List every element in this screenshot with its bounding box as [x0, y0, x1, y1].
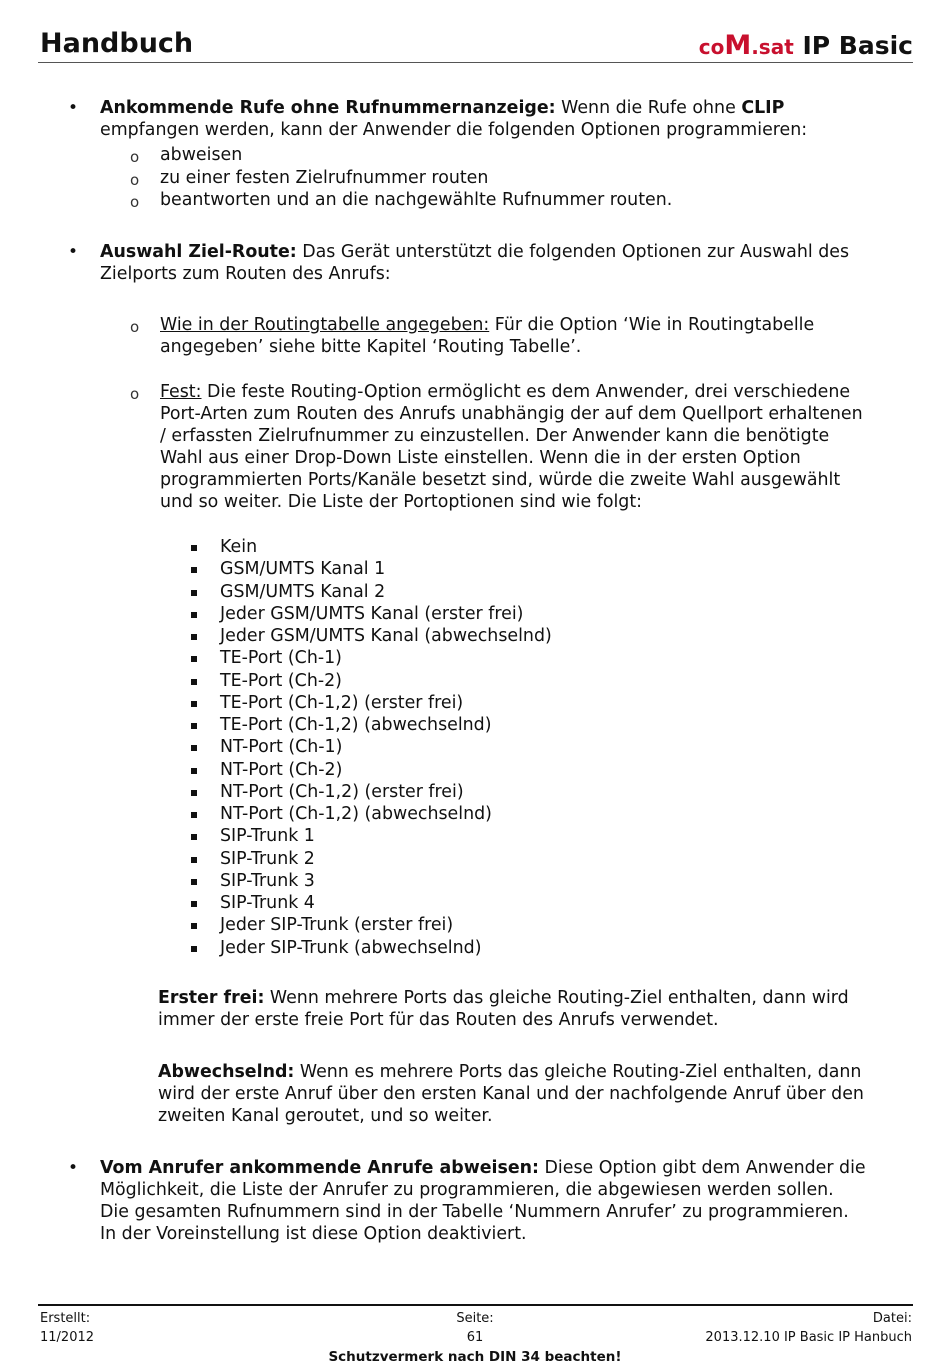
port-option-item: NT-Port (Ch-1,2) (erster frei) — [220, 781, 464, 802]
square-bullet-icon — [191, 612, 197, 618]
section2-option1-line2: angegeben’ siehe bitte Kapitel ‘Routing Tabelle’. — [160, 337, 582, 357]
section2-option2-line: und so weiter. Die Liste der Portoptionen sind wie folgt: — [160, 492, 643, 512]
section3-line: Möglichkeit, die Liste der Anrufer zu programmieren, die abgewiesen werden sollen. — [100, 1180, 834, 1200]
port-option-item: NT-Port (Ch-1) — [220, 737, 343, 758]
section1-text: Wenn die Rufe ohne — [555, 98, 742, 118]
option-routingtabelle-label: Wie in der Routingtabelle angegeben: — [160, 315, 490, 335]
sub-bullet: o — [130, 193, 140, 211]
sub-bullet: o — [130, 385, 140, 403]
section2-line1 — [100, 241, 849, 263]
document-title: Handbuch — [40, 28, 194, 59]
port-option-item: SIP-Trunk 3 — [220, 870, 315, 891]
sub-bullet: o — [130, 318, 140, 336]
port-option-item: TE-Port (Ch-1) — [220, 648, 342, 669]
abwechselnd-line3: zweiten Kanal geroutet, und so weiter. — [158, 1106, 493, 1126]
section2-line2: Zielports zum Routen des Anrufs: — [100, 264, 391, 284]
option-fest-label: Fest: — [160, 382, 202, 402]
section1-line1 — [100, 97, 784, 119]
section3-heading: Vom Anrufer ankommende Anrufe abweisen: — [100, 1158, 539, 1178]
option-fest-text: Die feste Routing-Option ermöglicht es dem Anwender, drei verschiedene — [201, 382, 851, 402]
port-option-item: TE-Port (Ch-1,2) (erster frei) — [220, 692, 464, 713]
section3-line: Die gesamten Rufnummern sind in der Tabelle ‘Nummern Anrufer’ zu programmieren. — [100, 1202, 849, 1222]
port-option-item: SIP-Trunk 4 — [220, 893, 315, 913]
section3-text: Diese Option gibt dem Anwender die — [539, 1158, 866, 1178]
footer-created-label: Erstellt: — [40, 1311, 91, 1326]
abwechselnd-text: Wenn es mehrere Ports das gleiche Routing-Ziel enthalten, dann — [294, 1062, 862, 1082]
port-option-item: Jeder GSM/UMTS Kanal (erster frei) — [220, 603, 524, 624]
brand-product-name: IP Basic — [793, 31, 913, 60]
sub-bullet: o — [130, 171, 140, 189]
square-bullet-icon — [191, 634, 197, 640]
square-bullet-icon — [191, 590, 197, 596]
section2-heading: Auswahl Ziel-Route: — [100, 242, 297, 262]
abwechselnd-heading: Abwechselnd: — [158, 1062, 295, 1082]
footer-divider — [38, 1304, 913, 1306]
square-bullet-icon — [191, 879, 197, 885]
square-bullet-icon — [191, 857, 197, 863]
section2-option2-line: / erfassten Zielrufnummer zu einzustellen. Der Anwender kann die benötigte — [160, 426, 830, 446]
port-option-item: NT-Port (Ch-1,2) (abwechselnd) — [220, 804, 492, 824]
section2-option1-line1 — [160, 314, 814, 336]
square-bullet-icon — [191, 923, 197, 929]
section1-option-2: zu einer festen Zielrufnummer routen — [160, 168, 489, 188]
clip-term: CLIP — [741, 98, 785, 118]
square-bullet-icon — [191, 701, 197, 707]
erster-frei-heading: Erster frei: — [158, 988, 265, 1008]
square-bullet-icon — [191, 768, 197, 774]
bullet-dot: • — [68, 98, 79, 118]
port-option-item: Kein — [220, 537, 258, 557]
port-option-item: GSM/UMTS Kanal 1 — [220, 559, 386, 580]
section2-text: Das Gerät unterstützt die folgenden Optionen zur Auswahl des — [296, 242, 850, 262]
brand-logo — [699, 30, 913, 61]
section1-line2: empfangen werden, kann der Anwender die folgenden Optionen programmieren: — [100, 120, 808, 140]
section2-option2-line: Wahl aus einer Drop-Down Liste einstellen. Wenn die in der ersten Option — [160, 448, 801, 468]
port-option-item: Jeder SIP-Trunk (erster frei) — [220, 915, 454, 936]
square-bullet-icon — [191, 946, 197, 952]
page-header — [38, 28, 913, 63]
abwechselnd-line2: wird der erste Anruf über den ersten Kanal und der nachfolgende Anruf über den — [158, 1084, 864, 1104]
square-bullet-icon — [191, 812, 197, 818]
section3-line: In der Voreinstellung ist diese Option deaktiviert. — [100, 1224, 527, 1244]
section2-option2-line1 — [160, 381, 850, 403]
bullet-dot: • — [68, 242, 79, 262]
square-bullet-icon — [191, 679, 197, 685]
square-bullet-icon — [191, 545, 197, 551]
port-option-item: TE-Port (Ch-1,2) (abwechselnd) — [220, 715, 492, 735]
erster-frei-line1 — [158, 987, 849, 1009]
square-bullet-icon — [191, 656, 197, 662]
square-bullet-icon — [191, 745, 197, 751]
footer-protection-note: Schutzvermerk nach DIN 34 beachten! — [328, 1349, 622, 1365]
bullet-dot: • — [68, 1158, 79, 1178]
abwechselnd-line1 — [158, 1061, 861, 1083]
square-bullet-icon — [191, 834, 197, 840]
footer-page-number: 61 — [466, 1330, 484, 1345]
sub-bullet: o — [130, 148, 140, 166]
port-option-item: SIP-Trunk 1 — [220, 826, 315, 847]
square-bullet-icon — [191, 790, 197, 796]
port-option-item: TE-Port (Ch-2) — [220, 670, 342, 691]
port-option-item: NT-Port (Ch-2) — [220, 759, 343, 780]
brand-logo-co: co — [698, 35, 725, 59]
port-option-item: Jeder SIP-Trunk (abwechselnd) — [220, 937, 482, 958]
footer-file-label: Datei: — [872, 1311, 912, 1326]
section2-option2-line: programmierten Ports/Kanäle besetzt sind, würde die zweite Wahl ausgewählt — [160, 470, 841, 490]
brand-logo-m: M — [724, 30, 752, 61]
section1-option-3: beantworten und an die nachgewählte Rufnummer routen. — [160, 190, 673, 210]
port-option-item: SIP-Trunk 2 — [220, 848, 315, 869]
port-option-item: Jeder GSM/UMTS Kanal (abwechselnd) — [220, 626, 552, 646]
square-bullet-icon — [191, 723, 197, 729]
square-bullet-icon — [191, 901, 197, 907]
section2-option2-line: Port-Arten zum Routen des Anrufs unabhängig der auf dem Quellport erhaltenen — [160, 404, 863, 424]
section3-line1 — [100, 1157, 866, 1179]
footer-created-value: 11/2012 — [40, 1330, 95, 1345]
erster-frei-line2: immer der erste freie Port für das Routen des Anrufs verwendet. — [158, 1010, 719, 1030]
footer-page-label: Seite: — [456, 1311, 494, 1326]
brand-logo-sat: .sat — [751, 35, 794, 59]
section1-heading: Ankommende Rufe ohne Rufnummernanzeige: — [100, 98, 556, 118]
section1-option-1: abweisen — [160, 145, 243, 165]
port-option-item: GSM/UMTS Kanal 2 — [220, 581, 386, 602]
square-bullet-icon — [191, 567, 197, 573]
erster-frei-text: Wenn mehrere Ports das gleiche Routing-Ziel enthalten, dann wird — [264, 988, 849, 1008]
option-routingtabelle-text: Für die Option ‘Wie in Routingtabelle — [489, 315, 815, 335]
footer-file-value: 2013.12.10 IP Basic IP Hanbuch — [705, 1330, 912, 1345]
